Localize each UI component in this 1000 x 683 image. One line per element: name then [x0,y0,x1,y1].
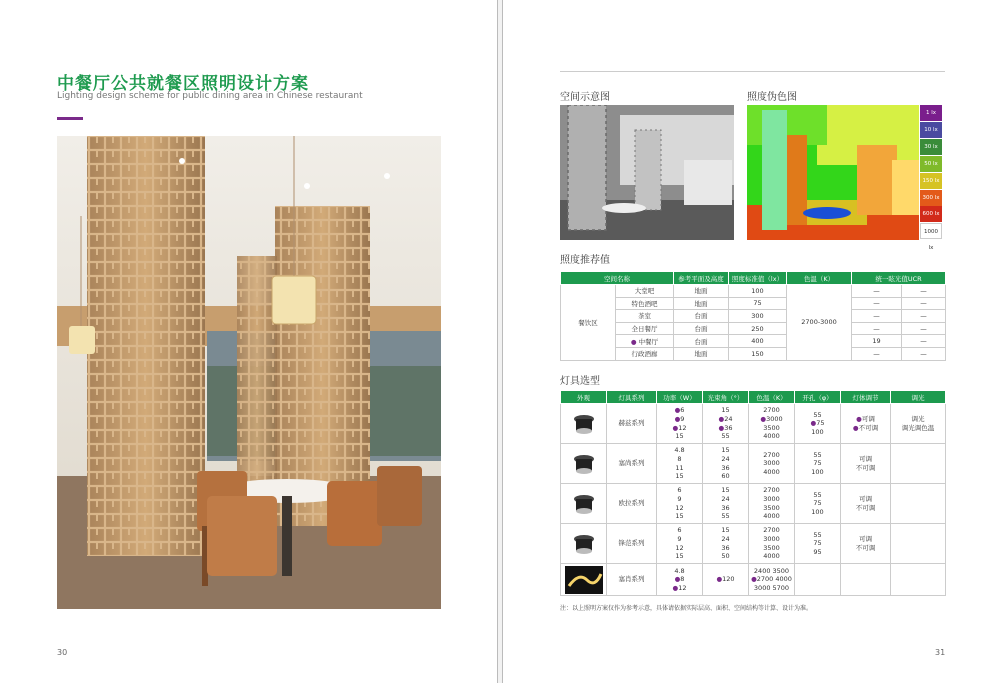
value-line [750,567,793,576]
lux-cell: 300 [729,310,787,323]
marker-dot: ● [672,423,679,432]
legend-item: 600 lx [920,206,942,222]
value-text: 12 [675,543,684,552]
marker-dot: ● [751,575,757,584]
value-line [750,406,793,415]
value-text: 36 [721,543,730,552]
value-line [658,464,701,473]
value-line [750,552,793,561]
value-line [750,535,793,544]
value-line [796,428,839,437]
page-number: 31 [935,648,946,657]
cct-cell [749,404,795,444]
value-text: 3000 5700 [753,583,790,592]
value-text: 55 [813,410,822,419]
value-line [842,504,889,513]
led-strip-icon [565,566,603,594]
value-line [750,415,793,424]
plane-cell: 地面 [674,347,729,360]
table-row [561,285,946,298]
hole-cell [795,564,841,596]
adjust-cell [841,484,891,524]
value-text: 2700 [763,406,780,415]
fixture-header: 灯体调节 [841,391,891,404]
value-text: 15 [675,432,684,441]
section-space-diagram: 空间示意图 [560,92,610,103]
series-cell: 锋范系列 [607,524,657,564]
value-line [796,531,839,540]
dimming-cell [891,444,946,484]
th-cct: 色温（K） [787,272,852,285]
value-line [658,472,701,481]
value-line [704,535,747,544]
value-line [704,432,747,441]
value-text: 2700 [763,450,780,459]
group-cell: 餐饮区 [561,285,616,361]
value-text: 3500 [763,503,780,512]
value-line [750,584,793,593]
lux-cell: 75 [729,297,787,310]
value-text: 15 [675,472,684,481]
marker-dot: ● [852,423,859,432]
value-text: 2400 3500 [753,566,790,575]
value-text: 2700 [763,486,780,495]
top-rule [560,71,945,72]
downlight-icon [569,529,599,559]
marker-dot: ● [718,423,725,432]
value-text: 3000 [763,459,780,468]
fixture-table [560,390,946,596]
value-text: 55 [721,512,730,521]
value-text: 15 [721,446,730,455]
uniformity-cell: — [902,322,946,335]
plane-cell: 地面 [674,297,729,310]
dimming-cell [891,484,946,524]
value-line [704,415,747,424]
value-text: 3000 [766,414,783,423]
dimming-cell [891,564,946,596]
value-line [750,575,793,584]
value-line [658,512,701,521]
fixture-image [561,484,607,524]
value-line [750,512,793,521]
dimming-cell [891,404,946,444]
value-text: 可调 [859,534,872,543]
value-text: 24 [721,494,730,503]
cct-cell: 2700-3000 [787,285,852,361]
marker-dot: ● [674,575,681,584]
value-text: 15 [675,512,684,521]
value-text: 可调 [859,454,872,463]
page-title: 中餐厅公共就餐区照明设计方案 [57,74,309,94]
fixture-row [561,444,946,484]
value-text: 2700 [763,526,780,535]
value-text: 3500 [763,423,780,432]
beam-cell [703,404,749,444]
fixture-row [561,524,946,564]
value-line [842,455,889,464]
value-text: 8 [677,454,682,463]
value-line [658,544,701,553]
marker-dot: ● [630,337,639,346]
value-text: 4000 [763,512,780,521]
value-line [892,424,944,433]
value-line [704,424,747,433]
value-line [842,415,889,424]
value-line [658,535,701,544]
value-line [658,415,701,424]
ucr-cell: — [852,310,902,323]
fixture-row [561,404,946,444]
restaurant-photo [57,136,441,609]
uniformity-cell: — [902,347,946,360]
power-cell [657,444,703,484]
value-line [842,544,889,553]
space-name-text: 行政酒廊 [631,350,658,359]
uniformity-cell: — [902,285,946,298]
fixture-header: 功率（W） [657,391,703,404]
value-text: 11 [675,463,684,472]
illuminance-table [560,271,946,361]
space-render-image [560,105,734,240]
ucr-cell: — [852,297,902,310]
downlight-icon [569,489,599,519]
value-text: 6 [677,526,682,535]
lux-cell: 150 [729,347,787,360]
value-text: 9 [680,414,685,423]
plane-cell: 台面 [674,310,729,323]
value-line [796,451,839,460]
value-text: 9 [677,494,682,503]
value-text: 调光 [911,414,925,423]
value-line [796,539,839,548]
value-text: 100 [811,467,824,476]
value-text: 15 [721,526,730,535]
lux-cell: 250 [729,322,787,335]
lux-cell: 100 [729,285,787,298]
th-plane: 参考平面及高度 [674,272,729,285]
value-text: 3000 [763,534,780,543]
value-line [750,544,793,553]
fixture-header: 开孔（φ） [795,391,841,404]
value-text: 可调 [859,494,872,503]
value-text: 6 [680,406,685,415]
value-text: 36 [721,503,730,512]
uniformity-cell: — [902,310,946,323]
cct-cell [749,524,795,564]
value-line [796,548,839,557]
value-line [704,446,747,455]
table-row [561,310,946,323]
downlight-icon [569,409,599,439]
value-text: 50 [721,552,730,561]
value-text: 12 [678,583,687,592]
series-cell: 赫兹系列 [607,404,657,444]
series-cell: 塞肖系列 [607,564,657,596]
value-line [704,495,747,504]
pseudocolor-image [747,105,919,240]
value-line [842,464,889,473]
value-text: 不可调 [855,543,876,552]
beam-cell [703,444,749,484]
value-text: 55 [721,432,730,441]
lux-cell: 400 [729,335,787,348]
plane-cell: 地面 [674,285,729,298]
th-ucr: 统一眩光值UCR [852,272,946,285]
value-text: 8 [680,575,685,584]
value-text: 3500 [763,543,780,552]
value-text: 75 [813,459,822,468]
value-text: 15 [675,552,684,561]
space-name [616,335,674,348]
value-line [842,495,889,504]
section-fixtures: 灯具选型 [560,376,600,387]
value-text: 36 [724,423,733,432]
value-text: 调光调色温 [901,423,935,432]
value-line [750,424,793,433]
legend-item: 50 lx [920,156,942,172]
table-row [561,335,946,348]
hole-cell [795,484,841,524]
value-line [750,526,793,535]
value-line [796,499,839,508]
space-name-text: 茶室 [638,312,651,321]
value-text: 4.8 [674,446,685,455]
marker-dot: ● [718,414,725,423]
value-text: 4000 [763,467,780,476]
value-text: 95 [813,547,822,556]
value-line [796,468,839,477]
plane-cell: 台面 [674,322,729,335]
legend-item: 150 lx [920,173,942,189]
value-line [658,552,701,561]
value-line [658,455,701,464]
marker-dot: ● [674,414,681,423]
value-text: 60 [721,472,730,481]
space-name [616,310,674,323]
fixture-image [561,564,607,596]
value-text: 12 [678,423,687,432]
uniformity-cell: — [902,297,946,310]
value-line [704,575,747,584]
value-text: 75 [816,419,825,428]
table-row [561,347,946,360]
value-text: 4000 [763,552,780,561]
value-line [796,459,839,468]
fixture-row [561,564,946,596]
power-cell [657,524,703,564]
space-name-text: 全日餐厅 [631,325,658,334]
marker-dot: ● [856,414,862,423]
table-row [561,322,946,335]
footnote: 注：以上照明方案仅作为参考示意，具体请依据实际层高、面积、空间结构等计算、设计为准。 [560,605,813,612]
marker-dot: ● [760,414,767,423]
th-lux: 照度标准值（lx） [729,272,787,285]
value-line [704,472,747,481]
value-text: 120 [722,575,735,584]
value-line [750,451,793,460]
fixture-image [561,404,607,444]
cct-cell [749,564,795,596]
value-line [658,406,701,415]
value-line [658,584,701,593]
value-line [842,535,889,544]
marker-dot: ● [716,575,723,584]
value-text: 15 [721,406,730,415]
marker-dot: ● [810,419,817,428]
space-name [616,347,674,360]
series-cell: 塞尚系列 [607,444,657,484]
value-text: 24 [721,454,730,463]
series-cell: 欧拉系列 [607,484,657,524]
accent-bar [57,117,83,120]
value-line [704,455,747,464]
ucr-cell: 19 [852,335,902,348]
cct-cell [749,444,795,484]
ucr-cell: — [852,322,902,335]
table-row [561,297,946,310]
space-name-text: 大堂吧 [634,287,655,296]
adjust-cell [841,524,891,564]
power-cell [657,484,703,524]
value-line [704,464,747,473]
value-text: 36 [721,463,730,472]
legend-item: 1000 lx [920,223,942,239]
adjust-cell [841,404,891,444]
page-subtitle: Lighting design scheme for public dining area in Chinese restaurant [57,91,363,101]
marker-dot: ● [672,583,679,592]
downlight-icon [569,449,599,479]
value-line [704,504,747,513]
value-line [750,486,793,495]
value-text: 可调 [861,414,875,423]
value-text: 100 [811,507,824,516]
legend-item: 1 lx [920,105,942,121]
value-text: 55 [813,530,822,539]
value-line [658,567,701,576]
value-line [750,495,793,504]
value-line [704,486,747,495]
value-line [658,432,701,441]
power-cell [657,564,703,596]
value-line [658,504,701,513]
hole-cell [795,524,841,564]
value-text: 4.8 [674,566,685,575]
ucr-cell: — [852,285,902,298]
value-line [796,491,839,500]
value-text: 55 [813,450,822,459]
space-name-text: 中餐厅 [638,337,659,346]
value-text: 24 [721,534,730,543]
space-name [616,322,674,335]
value-line [750,459,793,468]
dimming-cell [891,524,946,564]
value-text: 2700 4000 [756,575,792,584]
fixture-row [561,484,946,524]
legend-item: 10 lx [920,122,942,138]
fixture-image [561,444,607,484]
value-line [750,504,793,513]
adjust-cell [841,564,891,596]
value-line [750,468,793,477]
value-line [704,526,747,535]
hole-cell [795,404,841,444]
value-text: 12 [675,503,684,512]
section-pseudocolor: 照度伪色图 [747,92,797,103]
value-line [892,415,944,424]
beam-cell [703,564,749,596]
value-text: 15 [721,486,730,495]
plane-cell: 台面 [674,335,729,348]
legend-item: 30 lx [920,139,942,155]
value-text: 55 [813,490,822,499]
value-text: 4000 [763,432,780,441]
value-line [658,575,701,584]
value-text: 75 [813,539,822,548]
cct-cell [749,484,795,524]
section-illuminance: 照度推荐值 [560,255,610,266]
space-name [616,285,674,298]
space-name-text: 特色酒吧 [631,299,658,308]
value-text: 6 [677,486,682,495]
value-text: 75 [813,499,822,508]
value-line [704,512,747,521]
value-line [704,552,747,561]
value-text: 9 [677,534,682,543]
value-line [658,495,701,504]
th-space: 空间名称 [561,272,674,285]
marker-dot: ● [674,406,681,415]
space-name [616,297,674,310]
ucr-cell: — [852,347,902,360]
value-line [704,544,747,553]
fixture-header: 外观 [561,391,607,404]
value-line [658,486,701,495]
value-text: 不可调 [855,463,876,472]
adjust-cell [841,444,891,484]
value-line [796,411,839,420]
value-text: 3000 [763,494,780,503]
uniformity-cell: — [902,335,946,348]
legend-item: 300 lx [920,190,942,206]
value-text: 100 [811,427,824,436]
fixture-header: 光束角（°） [703,391,749,404]
fixture-header: 色温（K） [749,391,795,404]
value-line [750,432,793,441]
value-text: 不可调 [858,423,879,432]
value-line [658,526,701,535]
value-line [796,419,839,428]
left-page [0,0,498,683]
fixture-header: 调光 [891,391,946,404]
value-line [704,406,747,415]
value-line [658,424,701,433]
fixture-image [561,524,607,564]
value-line [796,508,839,517]
value-text: 不可调 [855,503,876,512]
fixture-header: 灯具系列 [607,391,657,404]
page-number: 30 [57,648,68,657]
hole-cell [795,444,841,484]
value-line [842,424,889,433]
beam-cell [703,524,749,564]
beam-cell [703,484,749,524]
value-line [658,446,701,455]
value-text: 24 [724,414,733,423]
power-cell [657,404,703,444]
